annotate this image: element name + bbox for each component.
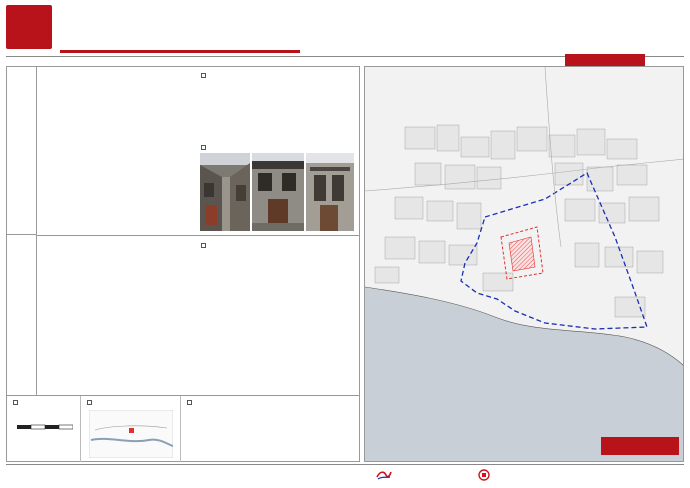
section-label-protection [7, 235, 37, 395]
photo-heading [201, 145, 208, 150]
bullet-square-icon [187, 400, 192, 405]
institute-logo-icon [476, 469, 492, 481]
photo-facade [252, 153, 304, 231]
location-block [81, 396, 181, 462]
footer-org-2 [476, 469, 496, 481]
footer-divider [6, 464, 684, 465]
site-name-badge [601, 437, 679, 455]
brand-logo [6, 5, 52, 49]
title-underline [60, 50, 300, 53]
control-requirements [201, 243, 357, 252]
info-panel [6, 66, 360, 396]
bullet-square-icon [201, 145, 206, 150]
bullet-square-icon [87, 400, 92, 405]
scale-block [7, 396, 81, 462]
map-drawing [365, 67, 684, 462]
req-heading [201, 243, 357, 248]
bullet-square-icon [201, 73, 206, 78]
protection-table [37, 236, 197, 396]
status-photos [200, 153, 354, 231]
location-map [89, 410, 173, 458]
legend-heading [187, 400, 194, 405]
bullet-square-icon [201, 243, 206, 248]
protection-map [364, 66, 684, 462]
bullet-square-icon [13, 400, 18, 405]
overview-heading [201, 73, 208, 78]
photo-street [200, 153, 250, 231]
scale-heading [13, 400, 20, 405]
section-label-status [7, 67, 37, 235]
bottom-panel [6, 396, 360, 462]
legend-block [181, 396, 361, 462]
footer-org-1 [376, 469, 396, 481]
scale-bar-icon [17, 422, 73, 432]
photo-interior [306, 153, 354, 231]
gov-logo-icon [376, 469, 392, 481]
location-heading [87, 400, 94, 405]
